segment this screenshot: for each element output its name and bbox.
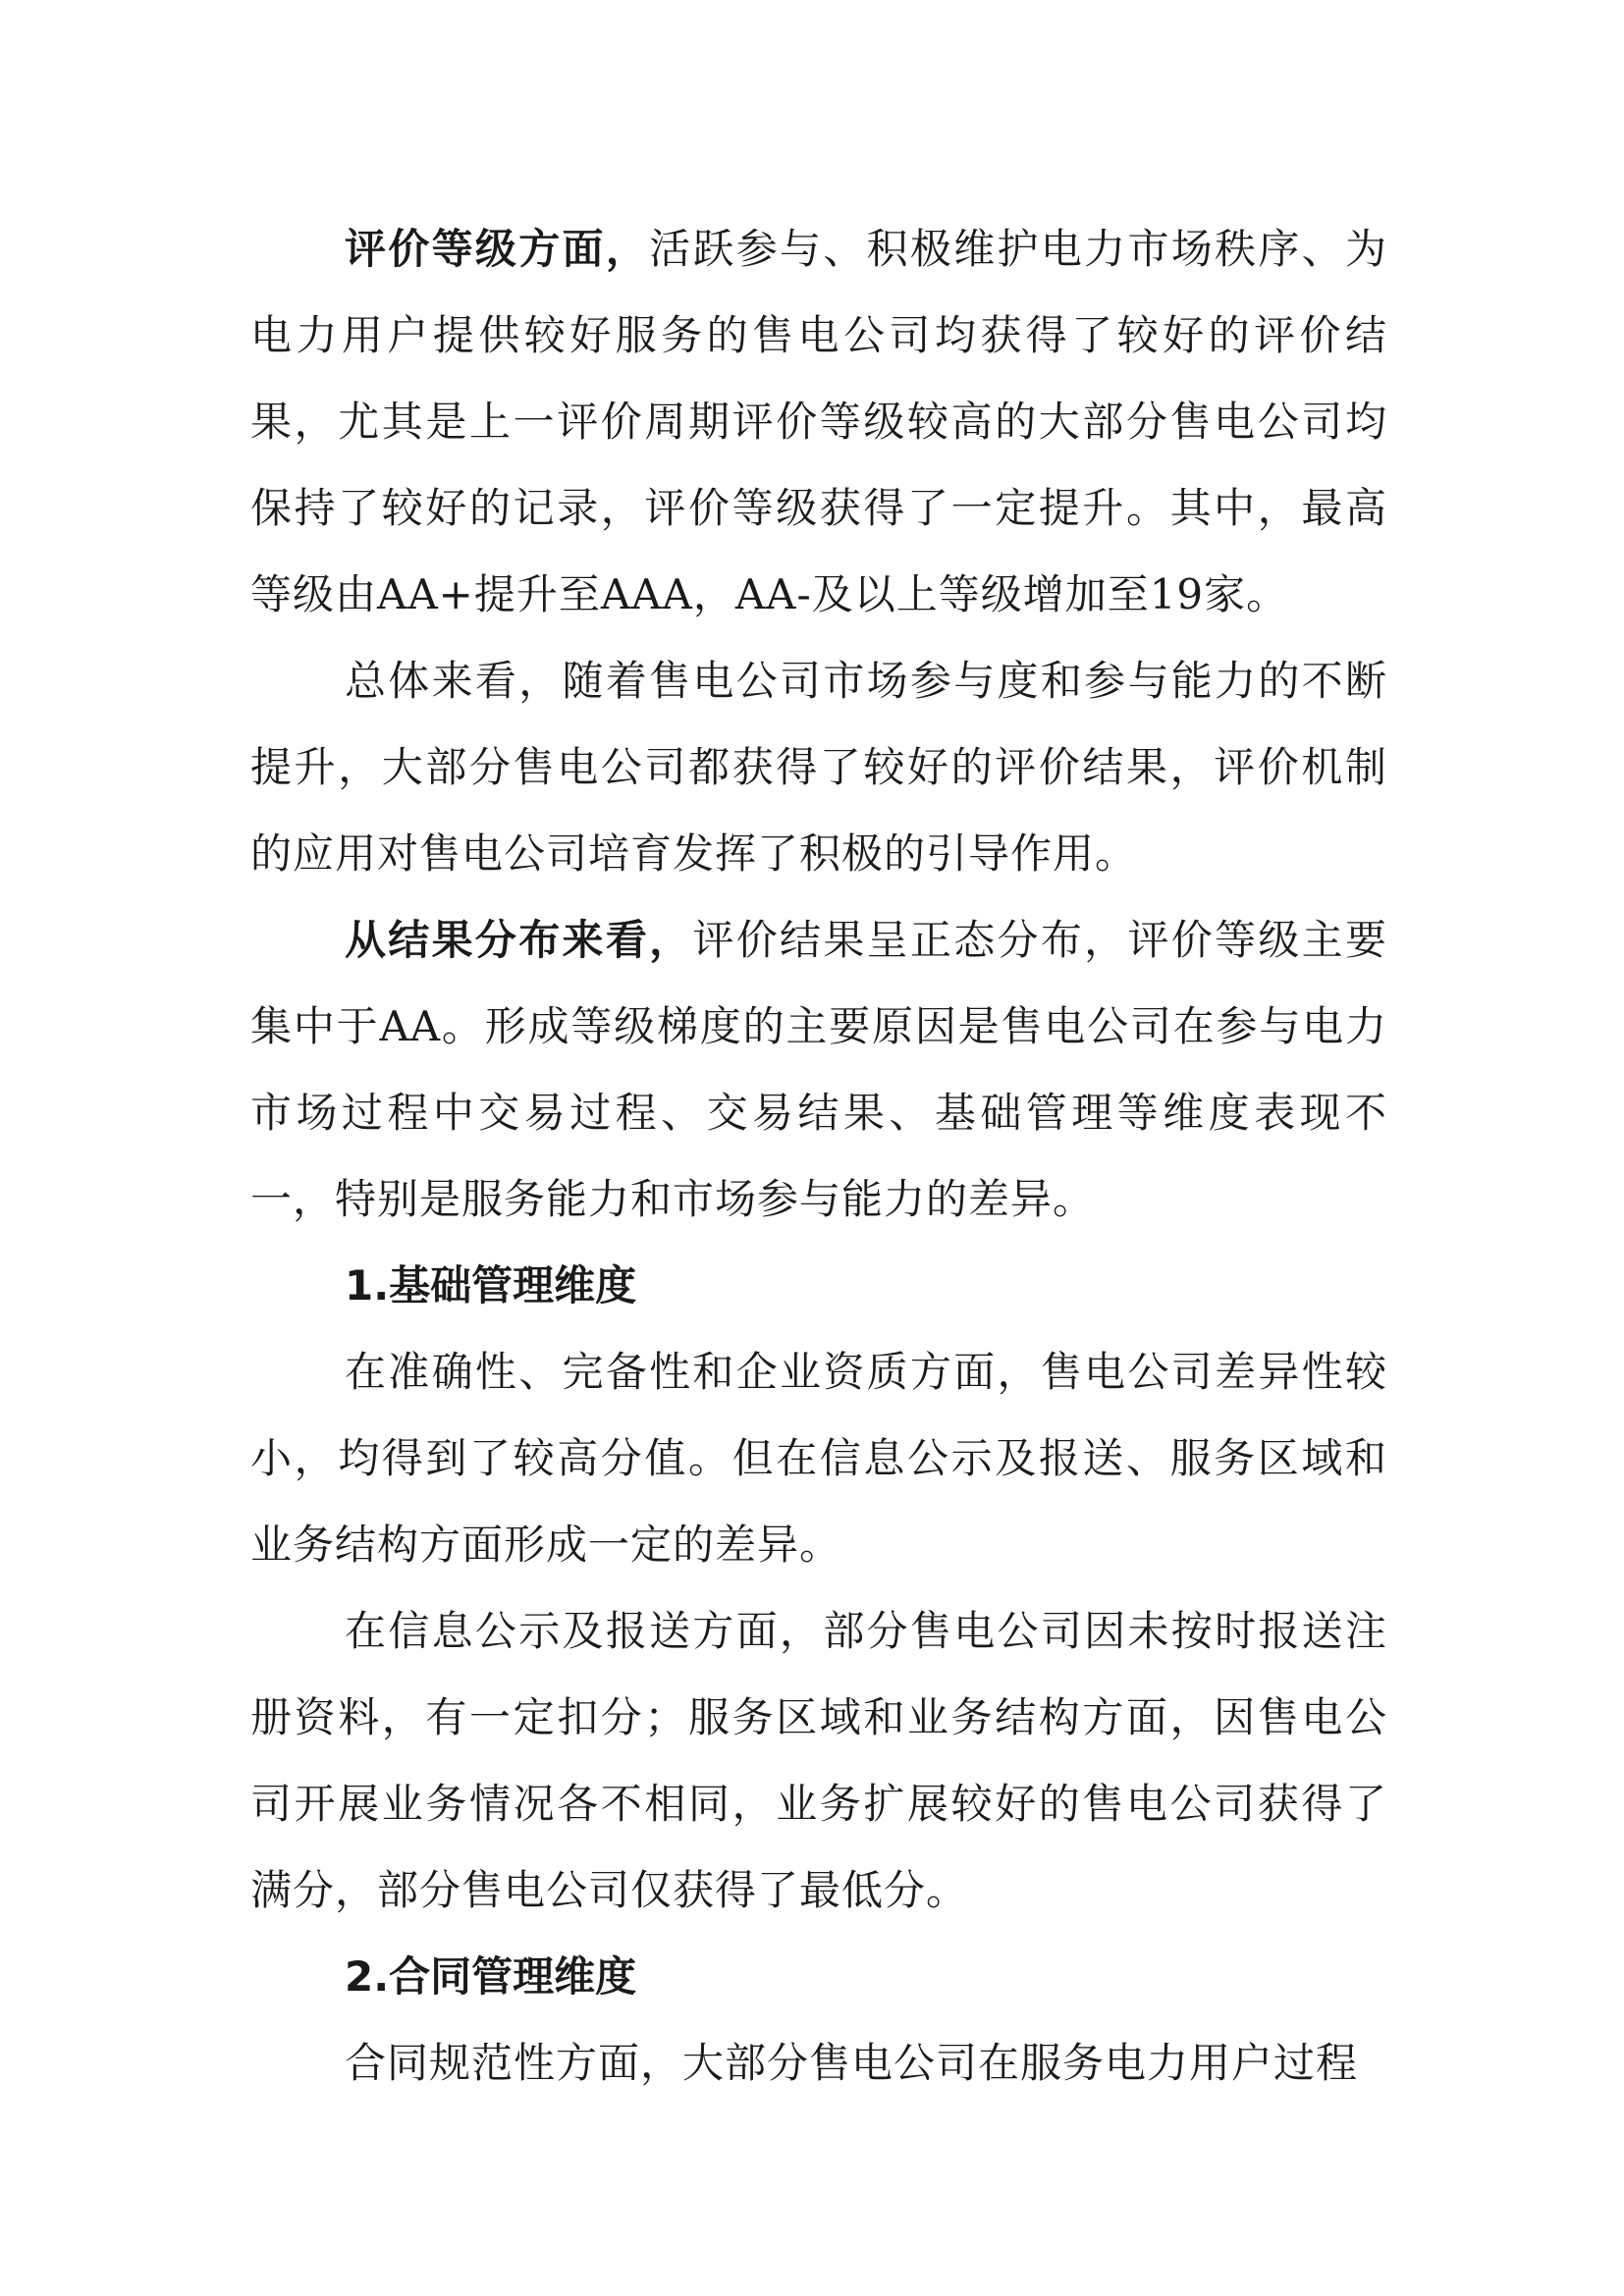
paragraph-overall (250, 638, 1387, 897)
paragraph-contract-standardization (250, 2020, 1387, 2107)
document-page (250, 206, 1387, 2107)
paragraph-distribution (250, 897, 1387, 1243)
paragraph-body-distribution: 评价结果呈正态分布，评价等级主要集中于AA。形成等级梯度的主要原因是售电公司在参与电力市场过程中交易过程、交易结果、基础管理等维度表现不一，特别是服务能力和市场参与能力的差异。 (250, 916, 1387, 1223)
paragraph-body-overall: 总体来看，随着售电公司市场参与度和参与能力的不断提升，大部分售电公司都获得了较好的评价结果，评价机制的应用对售电公司培育发挥了积极的引导作用。 (250, 657, 1387, 878)
paragraph-information-disclosure (250, 1588, 1387, 1934)
section-heading-contract-management: 2.合同管理维度 (345, 1952, 637, 2001)
paragraph-lead-distribution: 从结果分布来看， (345, 916, 693, 964)
paragraph-body-information-disclosure: 在信息公示及报送方面，部分售电公司因未按时报送注册资料，有一定扣分；服务区域和业务结构方面，因售电公司开展业务情况各不相同，业务扩展较好的售电公司获得了满分，部分售电公司仅获得了最低分。 (250, 1607, 1387, 1914)
paragraph-body-rating-levels: 活跃参与、积极维护电力市场秩序、为电力用户提供较好服务的售电公司均获得了较好的评价结果，尤其是上一评价周期评价等级较高的大部分售电公司均保持了较好的记录，评价等级获得了一定提升。其中，最高等级由AA+提升至AAA，AA-及以上等级增加至19家。 (250, 225, 1387, 618)
paragraph-body-accuracy: 在准确性、完备性和企业资质方面，售电公司差异性较小，均得到了较高分值。但在信息公示及报送、服务区域和业务结构方面形成一定的差异。 (250, 1348, 1387, 1569)
paragraph-rating-levels (250, 206, 1387, 638)
paragraph-lead-rating-levels: 评价等级方面， (345, 225, 650, 273)
section-heading-basic-management: 1.基础管理维度 (345, 1261, 637, 1309)
paragraph-body-contract-standardization: 合同规范性方面，大部分售电公司在服务电力用户过程 (345, 2039, 1359, 2087)
paragraph-basic-management-accuracy (250, 1329, 1387, 1588)
